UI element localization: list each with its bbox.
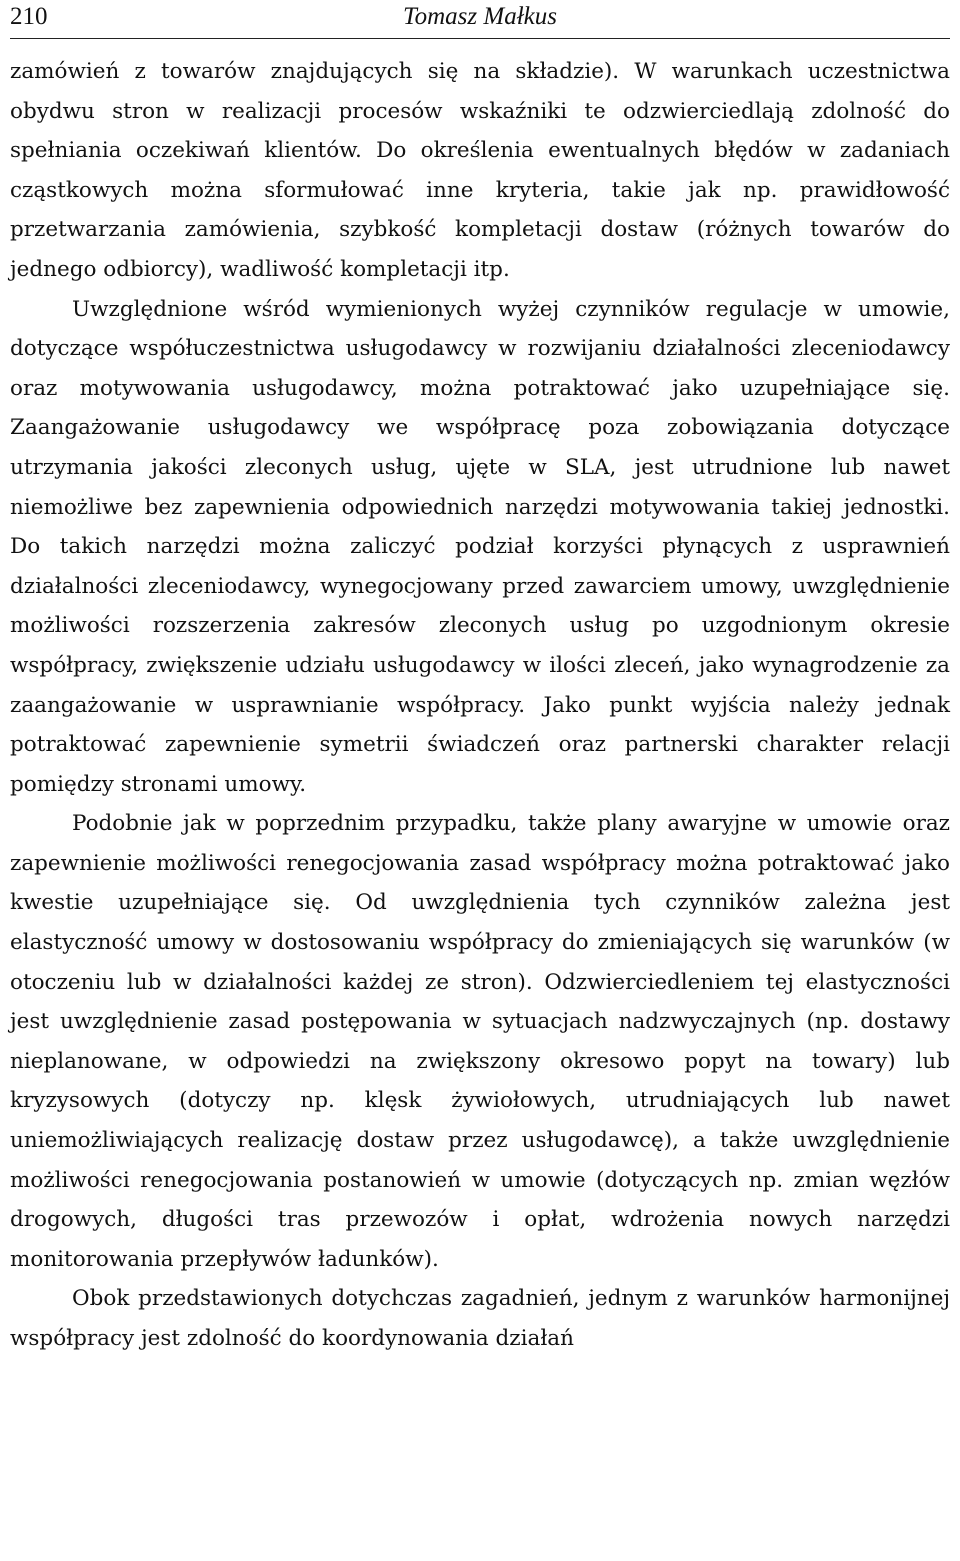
running-head-author: Tomasz Małkus bbox=[403, 3, 557, 30]
paragraph-continued: zamówień z towarów znajdujących się na składzie). W warunkach uczestnictwa obydwu stron w realizacji procesów wskaźniki te odzwierciedlają zdolność do spełniania oczekiwań klientów. Do określenia ewentualnych błędów w zadaniach cząstkowych można sformułować inne kryteria, takie jak np. prawidłowość przetwarzania zamówienia, szybkość kompletacji dostaw (różnych towarów do jednego odbiorcy), wadliwość kompletacji itp. bbox=[10, 59, 950, 282]
page-header bbox=[10, 0, 950, 39]
body-text bbox=[10, 52, 950, 1359]
page-number: 210 bbox=[10, 3, 48, 30]
paragraph: Obok przedstawionych dotychczas zagadnień, jednym z warunków harmonijnej współpracy jest zdolność do koordynowania działań bbox=[10, 1286, 950, 1351]
paragraph: Podobnie jak w poprzednim przypadku, także plany awaryjne w umowie oraz zapewnienie możliwości renegocjowania zasad współpracy można potraktować jako kwestie uzupełniające się. Od uwzględnienia tych czynników zależna jest elastyczność umowy w dostosowaniu współpracy do zmieniających się warunków (w otoczeniu lub w działalności każdej ze stron). Odzwierciedleniem tej elastyczności jest uwzględnienie zasad postępowania w sytuacjach nadzwyczajnych (np. dostawy nieplanowane, w odpowiedzi na zwiększony okresowo popyt na towary) lub kryzysowych (dotyczy np. klęsk żywiołowych, utrudniających lub nawet uniemożliwiających realizację dostaw przez usługodawcę), a także uwzględnienie możliwości renegocjowania postanowień w umowie (dotyczących np. zmian węzłów drogowych, długości tras przewozów i opłat, wdrożenia nowych narzędzi monitorowania przepływów ładunków). bbox=[10, 811, 950, 1272]
paragraph: Uwzględnione wśród wymienionych wyżej czynników regulacje w umowie, dotyczące współuczestnictwa usługodawcy w rozwijaniu działalności zleceniodawcy oraz motywowania usługodawcy, można potraktować jako uzupełniające się. Zaangażowanie usługodawcy we współpracę poza zobowiązania dotyczące utrzymania jakości zleconych usług, ujęte w SLA, jest utrudnione lub nawet niemożliwe bez zapewnienia odpowiednich narzędzi motywowania takiej jednostki. Do takich narzędzi można zaliczyć podział korzyści płynących z usprawnień działalności zleceniodawcy, wynegocjowany przed zawarciem umowy, uwzględnienie możliwości rozszerzenia zakresów zleconych usług po uzgodnionym okresie współpracy, zwiększenie udziału usługodawcy w ilości zleceń, jako wynagrodzenie za zaangażowanie w usprawnianie współpracy. Jako punkt wyjścia należy jednak potraktować zapewnienie symetrii świadczeń oraz partnerski charakter relacji pomiędzy stronami umowy. bbox=[10, 296, 950, 797]
